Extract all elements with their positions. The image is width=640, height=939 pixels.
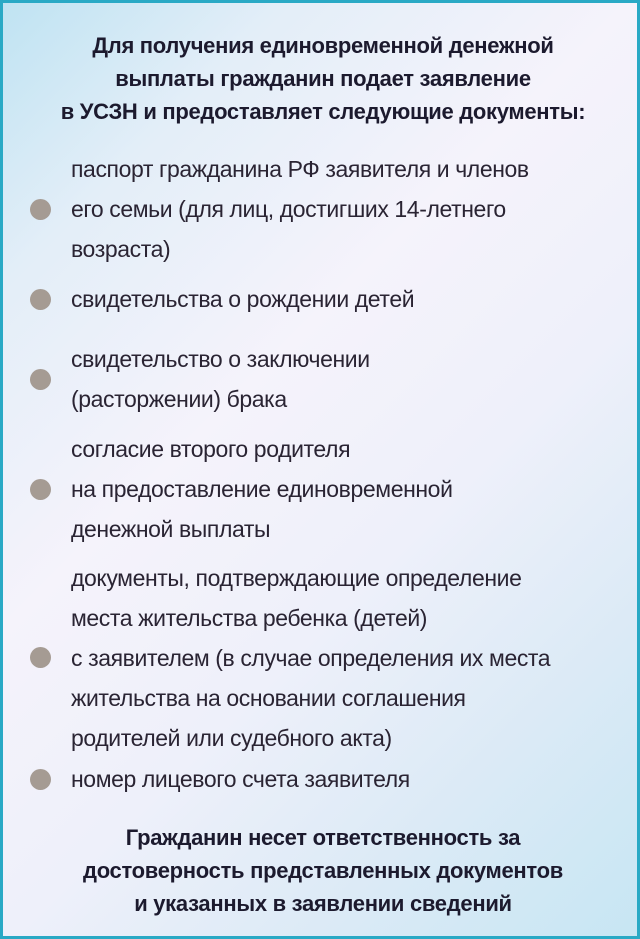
bullet-icon [30, 289, 51, 310]
list-item-text: паспорт гражданина РФ заявителя и членов его семьи (для лиц, достигших 14-летнего возраста) [71, 156, 529, 262]
bullet-icon [30, 199, 51, 220]
bullet-icon [30, 769, 51, 790]
bullet-icon [30, 479, 51, 500]
header-text: Для получения единовременной денежной выплаты гражданин подает заявление в УСЗН и предоставляет следующие документы: [60, 33, 586, 124]
list-item-text: свидетельство о заключении (расторжении) брака [71, 346, 370, 412]
bullet-icon [30, 369, 51, 390]
list-item-text: согласие второго родителя на предоставление единовременной денежной выплаты [71, 436, 453, 542]
list-item-text: номер лицевого счета заявителя [71, 766, 410, 792]
list-item-text: документы, подтверждающие определение места жительства ребенка (детей) с заявителем (в случае определения их места жительства на основании соглашения родителей или судебного акта) [71, 565, 551, 751]
footer-text: Гражданин несет ответственность за достоверность представленных документов и указанных в заявлении сведений [83, 825, 563, 916]
bullet-icon [30, 647, 51, 668]
list-item-text: свидетельства о рождении детей [71, 286, 415, 312]
